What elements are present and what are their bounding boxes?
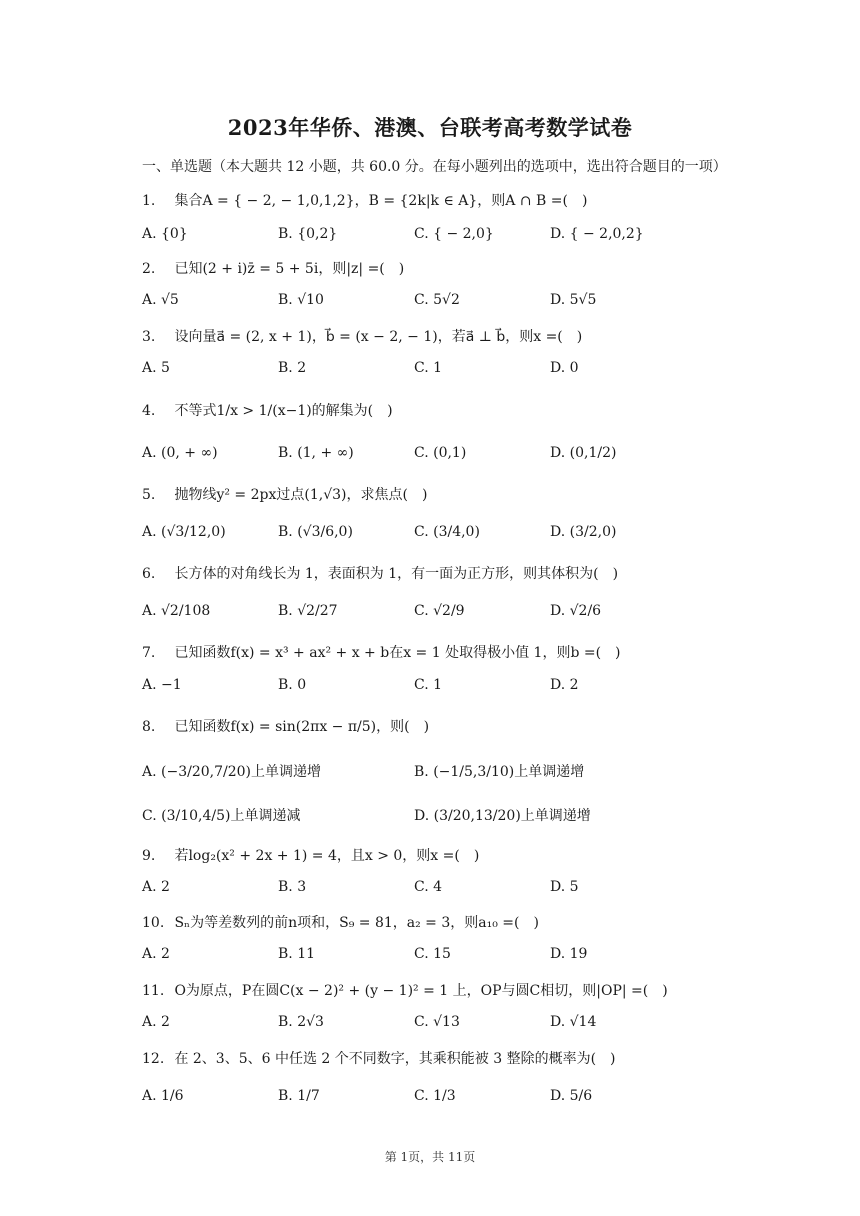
option-a: A. 1/6 xyxy=(142,1088,184,1104)
option-c: C. 1/3 xyxy=(414,1088,456,1104)
options-5 xyxy=(142,524,742,546)
question-number: 2. xyxy=(142,261,156,277)
option-a: A. −1 xyxy=(142,677,182,693)
question-4 xyxy=(142,400,393,420)
question-number: 5. xyxy=(142,487,156,503)
option-b: B. 1/7 xyxy=(278,1088,320,1104)
question-7 xyxy=(142,642,621,662)
options-6 xyxy=(142,603,742,625)
question-11 xyxy=(142,980,668,1000)
question-number: 11. xyxy=(142,983,165,999)
question-text: 长方体的对角线长为 1，表面积为 1，有一面为正方形，则其体积为( ) xyxy=(174,566,619,582)
option-c: C. √13 xyxy=(414,1014,460,1030)
options-4 xyxy=(142,445,742,467)
question-8 xyxy=(142,716,429,736)
option-d: D. 5 xyxy=(550,879,579,895)
option-a: A. √2/108 xyxy=(142,603,211,619)
option-b: B. 3 xyxy=(278,879,307,895)
option-b: B. (−1/5,3/10)上单调递增 xyxy=(414,764,585,780)
option-b: B. (√3/6,0) xyxy=(278,524,353,540)
option-c: C. (3/4,0) xyxy=(414,524,480,540)
question-1 xyxy=(142,190,587,210)
question-number: 10. xyxy=(142,915,165,931)
option-c: C. 5√2 xyxy=(414,292,460,308)
option-d: D. (3/20,13/20)上单调递增 xyxy=(414,808,591,824)
option-d: D. √14 xyxy=(550,1014,597,1030)
page-title: 2023年华侨、港澳、台联考高考数学试卷 xyxy=(227,115,633,140)
options-8-row-1 xyxy=(142,761,742,783)
question-text: O为原点，P在圆C(x − 2)² + (y − 1)² = 1 上，OP与圆C相切，则|OP| =( ) xyxy=(174,983,668,999)
options-10 xyxy=(142,946,742,968)
question-6 xyxy=(142,563,618,583)
question-number: 8. xyxy=(142,719,156,735)
option-d: D. (3/2,0) xyxy=(550,524,617,540)
question-number: 9. xyxy=(142,848,156,864)
question-number: 1. xyxy=(142,193,156,209)
option-a: A. (√3/12,0) xyxy=(142,524,226,540)
options-2 xyxy=(142,292,742,314)
options-11 xyxy=(142,1014,742,1036)
option-a: A. (0, + ∞) xyxy=(142,445,218,461)
question-text: 不等式1/x > 1/(x−1)的解集为( ) xyxy=(174,403,393,419)
question-text: Sₙ为等差数列的前n项和，S₉ = 81，a₂ = 3，则a₁₀ =( ) xyxy=(174,915,539,931)
question-text: 在 2、3、5、6 中任选 2 个不同数字，其乘积能被 3 整除的概率为( ) xyxy=(174,1051,616,1067)
options-8-row-2 xyxy=(142,805,742,827)
question-number: 7. xyxy=(142,645,156,661)
option-b: B. 2 xyxy=(278,360,307,376)
question-2 xyxy=(142,258,404,278)
question-text: 集合A = { − 2, − 1,0,1,2}，B = {2k|k ∈ A}，则A ∩ B =( ) xyxy=(174,193,588,209)
option-a: A. {0} xyxy=(142,226,188,242)
option-c: C. (3/10,4/5)上单调递减 xyxy=(142,808,301,824)
question-text: 抛物线y² = 2px过点(1,√3)，求焦点( ) xyxy=(174,487,428,503)
option-b: B. {0,2} xyxy=(278,226,338,242)
question-number: 6. xyxy=(142,566,156,582)
option-c: C. 1 xyxy=(414,360,443,376)
options-7 xyxy=(142,677,742,699)
option-c: C. { − 2,0} xyxy=(414,226,494,242)
question-number: 4. xyxy=(142,403,156,419)
option-b: B. (1, + ∞) xyxy=(278,445,354,461)
option-c: C. 1 xyxy=(414,677,443,693)
option-c: C. 15 xyxy=(414,946,451,962)
option-d: D. √2/6 xyxy=(550,603,602,619)
option-a: A. 2 xyxy=(142,1014,170,1030)
page-footer: 第 1页，共 11页 xyxy=(384,1150,476,1164)
option-a: A. 2 xyxy=(142,879,170,895)
question-text: 已知函数f(x) = sin(2πx − π/5)，则( ) xyxy=(174,719,430,735)
option-a: A. (−3/20,7/20)上单调递增 xyxy=(142,764,321,780)
question-5 xyxy=(142,484,427,504)
options-9 xyxy=(142,879,742,901)
question-text: 已知函数f(x) = x³ + ax² + x + b在x = 1 处取得极小值 1，则b =( ) xyxy=(174,645,621,661)
options-1 xyxy=(142,226,742,248)
option-c: C. 4 xyxy=(414,879,443,895)
option-b: B. 2√3 xyxy=(278,1014,324,1030)
option-a: A. √5 xyxy=(142,292,179,308)
option-d: D. 0 xyxy=(550,360,579,376)
option-b: B. √10 xyxy=(278,292,324,308)
option-b: B. 11 xyxy=(278,946,316,962)
option-c: C. √2/9 xyxy=(414,603,465,619)
question-text: 已知(2 + i)z̄ = 5 + 5i，则|z| =( ) xyxy=(174,261,405,277)
option-d: D. (0,1/2) xyxy=(550,445,617,461)
option-c: C. (0,1) xyxy=(414,445,467,461)
option-d: D. 5/6 xyxy=(550,1088,593,1104)
option-d: D. 5√5 xyxy=(550,292,597,308)
option-d: D. 2 xyxy=(550,677,579,693)
option-b: B. √2/27 xyxy=(278,603,338,619)
options-3 xyxy=(142,360,742,382)
question-3 xyxy=(142,326,582,346)
option-a: A. 5 xyxy=(142,360,170,376)
section-header: 一、单选题（本大题共 12 小题，共 60.0 分。在每小题列出的选项中，选出符合题目的一项） xyxy=(142,159,727,175)
question-text: 若log₂(x² + 2x + 1) = 4，且x > 0，则x =( ) xyxy=(174,848,480,864)
options-12 xyxy=(142,1088,742,1110)
option-d: D. 19 xyxy=(550,946,588,962)
question-text: 设向量a⃗ = (2, x + 1)，b⃗ = (x − 2, − 1)，若a⃗ ⊥ b⃗，则x =( ) xyxy=(174,329,583,345)
question-10 xyxy=(142,912,539,932)
question-number: 3. xyxy=(142,329,156,345)
question-12 xyxy=(142,1048,616,1068)
question-number: 12. xyxy=(142,1051,165,1067)
question-9 xyxy=(142,845,479,865)
option-a: A. 2 xyxy=(142,946,170,962)
option-b: B. 0 xyxy=(278,677,307,693)
option-d: D. { − 2,0,2} xyxy=(550,226,644,242)
